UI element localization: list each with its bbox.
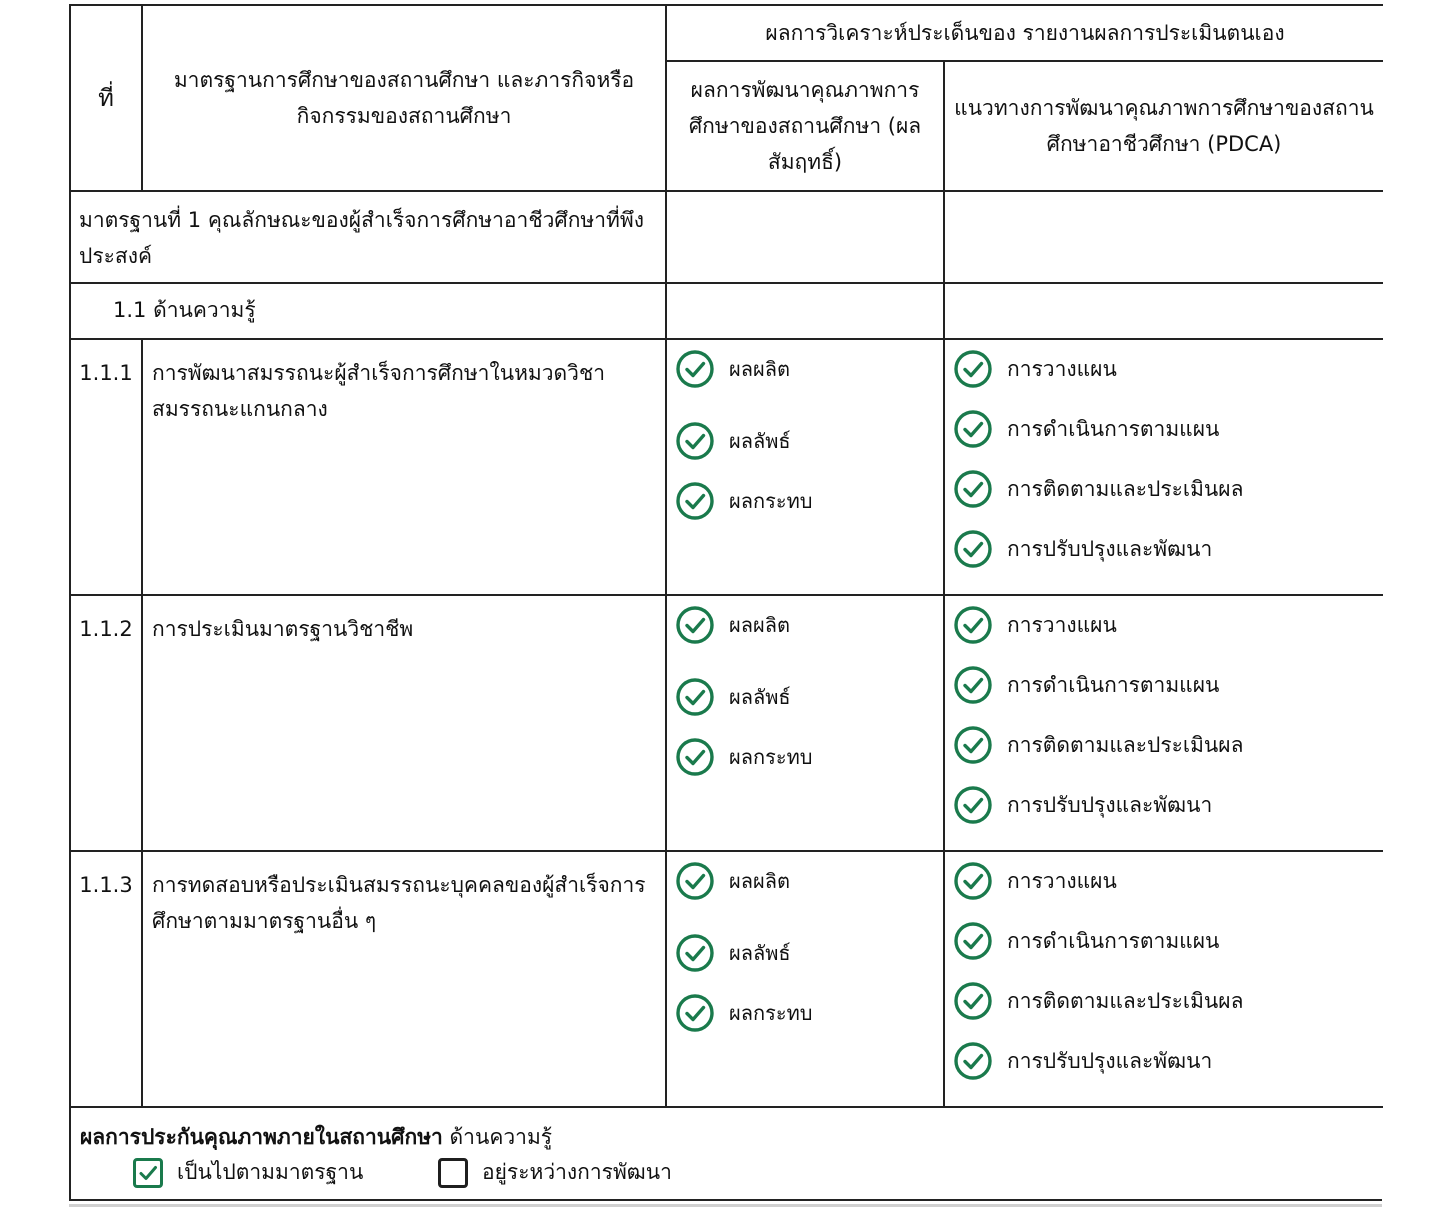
check-circle-icon [675, 481, 715, 521]
result-label: ผลผลิต [729, 613, 790, 637]
check-circle-icon [953, 861, 993, 901]
table-row [70, 595, 1383, 851]
pdca-item [953, 862, 1383, 900]
check-circle-icon [953, 1041, 993, 1081]
empty-cell [944, 283, 1383, 339]
row-number: 1.1.3 [70, 851, 142, 1107]
header-standard: มาตรฐานการศึกษาของสถานศึกษา และภารกิจหรือกิจกรรมของสถานศึกษา [142, 5, 666, 191]
row-description: การประเมินมาตรฐานวิชาชีพ [142, 595, 666, 851]
pdca-item [953, 982, 1383, 1020]
checkbox-empty-icon[interactable] [438, 1158, 468, 1188]
pdca-item [953, 1042, 1383, 1080]
check-circle-icon [953, 921, 993, 961]
table-row [70, 851, 1383, 1107]
check-circle-icon [675, 861, 715, 901]
header-pdca: แนวทางการพัฒนาคุณภาพการศึกษาของสถานศึกษาอาชีวศึกษา (PDCA) [944, 61, 1383, 191]
pdca-item [953, 470, 1383, 508]
result-label: ผลกระทบ [729, 1001, 813, 1025]
row-description: การทดสอบหรือประเมินสมรรถนะบุคคลของผู้สำเร็จการศึกษาตามมาตรฐานอื่น ๆ [142, 851, 666, 1107]
check-circle-icon [953, 665, 993, 705]
pdca-item [953, 606, 1383, 644]
check-circle-icon [953, 981, 993, 1021]
summary-label-rest: ด้านความรู้ [449, 1125, 553, 1149]
check-circle-icon [953, 725, 993, 765]
pdca-label: การดำเนินการตามแผน [1007, 928, 1220, 953]
pdca-cell [944, 851, 1383, 1107]
result-item [675, 606, 943, 644]
pdca-item [953, 786, 1383, 824]
pdca-label: การปรับปรุงและพัฒนา [1007, 792, 1213, 817]
header-no: ที่ [70, 5, 142, 191]
section-title: 1.1 ด้านความรู้ [70, 283, 666, 339]
check-circle-icon [675, 737, 715, 777]
option-met-label: เป็นไปตามมาตรฐาน [177, 1160, 364, 1184]
header-analysis: ผลการวิเคราะห์ประเด็นของ รายงานผลการประเมินตนเอง [666, 5, 1383, 61]
table-row [70, 339, 1383, 595]
pdca-label: การปรับปรุงและพัฒนา [1007, 1048, 1213, 1073]
option-developing[interactable] [438, 1156, 672, 1189]
option-met[interactable] [133, 1156, 363, 1189]
result-label: ผลลัพธ์ [729, 429, 791, 453]
result-item [675, 738, 943, 776]
option-developing-label: อยู่ระหว่างการพัฒนา [482, 1160, 672, 1184]
result-item [675, 862, 943, 900]
results-cell [666, 595, 944, 851]
row-description: การพัฒนาสมรรถนะผู้สำเร็จการศึกษาในหมวดวิชาสมรรถนะแกนกลาง [142, 339, 666, 595]
empty-cell [944, 191, 1383, 283]
results-cell [666, 851, 944, 1107]
empty-cell [666, 191, 944, 283]
check-circle-icon [953, 469, 993, 509]
pdca-label: การติดตามและประเมินผล [1007, 476, 1244, 501]
check-circle-icon [953, 785, 993, 825]
result-label: ผลกระทบ [729, 745, 813, 769]
result-label: ผลกระทบ [729, 489, 813, 513]
result-item [675, 934, 943, 972]
pdca-label: การวางแผน [1007, 356, 1117, 381]
result-item [675, 678, 943, 716]
result-item [675, 482, 943, 520]
standard-title: มาตรฐานที่ 1 คุณลักษณะของผู้สำเร็จการศึกษาอาชีวศึกษาที่พึงประสงค์ [70, 191, 666, 283]
check-circle-icon [675, 421, 715, 461]
pdca-cell [944, 595, 1383, 851]
assessment-table [69, 4, 1383, 1108]
pdca-label: การติดตามและประเมินผล [1007, 988, 1244, 1013]
pdca-item [953, 530, 1383, 568]
result-label: ผลผลิต [729, 869, 790, 893]
results-cell [666, 339, 944, 595]
result-label: ผลลัพธ์ [729, 685, 791, 709]
check-circle-icon [675, 349, 715, 389]
summary-label-bold: ผลการประกันคุณภาพภายในสถานศึกษา [80, 1125, 443, 1149]
check-circle-icon [675, 677, 715, 717]
pdca-item [953, 410, 1383, 448]
summary-label [80, 1120, 552, 1154]
check-circle-icon [953, 605, 993, 645]
checkbox-checked-icon[interactable] [133, 1158, 163, 1188]
header-results: ผลการพัฒนาคุณภาพการศึกษาของสถานศึกษา (ผลสัมฤทธิ์) [666, 61, 944, 191]
pdca-cell [944, 339, 1383, 595]
result-item [675, 350, 943, 388]
result-item [675, 422, 943, 460]
check-circle-icon [675, 605, 715, 645]
pdca-label: การปรับปรุงและพัฒนา [1007, 536, 1213, 561]
check-circle-icon [675, 993, 715, 1033]
pdca-item [953, 726, 1383, 764]
row-number: 1.1.1 [70, 339, 142, 595]
check-circle-icon [675, 933, 715, 973]
pdca-label: การติดตามและประเมินผล [1007, 732, 1244, 757]
check-circle-icon [953, 529, 993, 569]
pdca-item [953, 922, 1383, 960]
bottom-divider [69, 1204, 1382, 1207]
pdca-item [953, 350, 1383, 388]
check-circle-icon [953, 349, 993, 389]
pdca-label: การวางแผน [1007, 612, 1117, 637]
result-label: ผลผลิต [729, 357, 790, 381]
pdca-label: การวางแผน [1007, 868, 1117, 893]
result-label: ผลลัพธ์ [729, 941, 791, 965]
empty-cell [666, 283, 944, 339]
pdca-label: การดำเนินการตามแผน [1007, 416, 1220, 441]
row-number: 1.1.2 [70, 595, 142, 851]
check-circle-icon [953, 409, 993, 449]
result-item [675, 994, 943, 1032]
pdca-label: การดำเนินการตามแผน [1007, 672, 1220, 697]
pdca-item [953, 666, 1383, 704]
